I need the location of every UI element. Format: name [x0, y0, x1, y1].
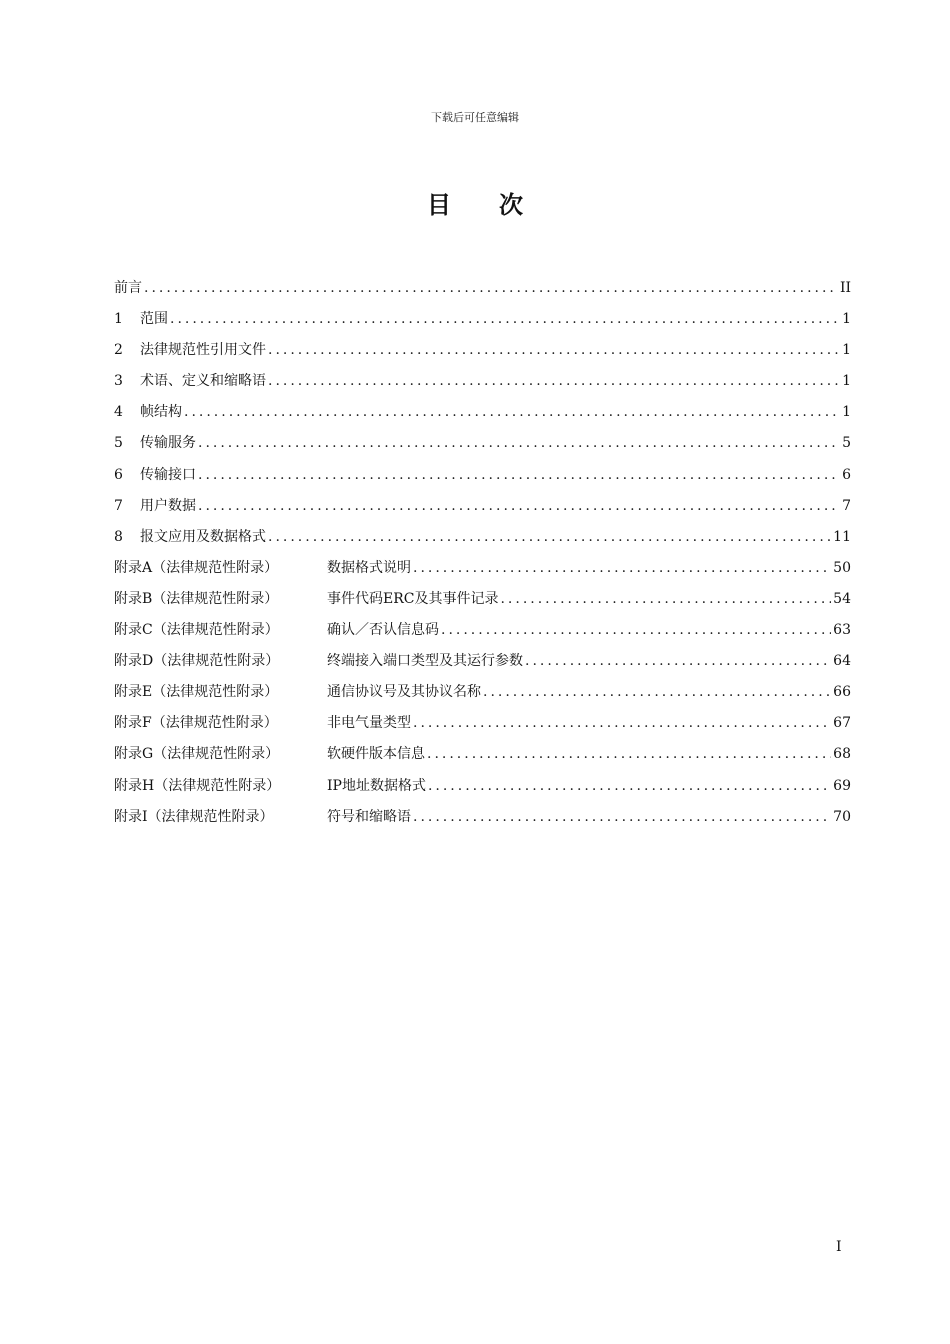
toc-dot-leader — [184, 399, 840, 425]
toc-entry-label: 终端接入端口类型及其运行参数 — [327, 653, 523, 670]
toc-entry-page: 54 — [833, 590, 851, 607]
toc-entry-appendix-prefix: 附录A（法律规范性附录） — [114, 559, 279, 576]
toc-entry-appendix-prefix: 附录I（法律规范性附录） — [114, 808, 274, 825]
toc-entry-page: 5 — [842, 435, 851, 452]
toc-entry[interactable] — [114, 555, 851, 586]
toc-entry-page: 63 — [833, 622, 851, 639]
toc-dot-leader — [144, 275, 838, 301]
toc-entry[interactable] — [114, 586, 851, 617]
toc-entry-label: IP地址数据格式 — [327, 777, 426, 794]
toc-entry-page: 6 — [842, 466, 851, 483]
toc-dot-leader — [198, 493, 840, 519]
toc-entry[interactable] — [114, 617, 851, 648]
toc-entry[interactable] — [114, 804, 851, 835]
header-note: 下载后可任意编辑 — [431, 111, 519, 124]
toc-entry-label: 软硬件版本信息 — [327, 746, 425, 763]
page-title-part2: 次 — [499, 191, 523, 219]
toc-entry-label: 范围 — [140, 311, 168, 328]
toc-entry-appendix-prefix: 附录D（法律规范性附录） — [114, 653, 280, 670]
toc-entry-number: 2 — [114, 342, 123, 359]
toc-entry-label: 确认／否认信息码 — [327, 622, 439, 639]
toc-dot-leader — [413, 710, 831, 736]
toc-entry-number: 3 — [114, 373, 123, 390]
toc-entry[interactable] — [114, 493, 851, 524]
toc-dot-leader — [525, 648, 831, 674]
toc-dot-leader — [413, 555, 831, 581]
toc-entry-label: 法律规范性引用文件 — [140, 342, 266, 359]
table-of-contents — [114, 275, 851, 835]
toc-entry-label: 报文应用及数据格式 — [140, 528, 266, 545]
toc-entry-page: 1 — [842, 342, 851, 359]
toc-entry-number: 7 — [114, 497, 123, 514]
toc-entry-page: 7 — [842, 497, 851, 514]
toc-entry-page: 1 — [842, 311, 851, 328]
page-number: I — [836, 1239, 842, 1255]
toc-dot-leader — [268, 337, 840, 363]
toc-entry-page: 68 — [833, 746, 851, 763]
toc-entry-label: 帧结构 — [140, 404, 182, 421]
toc-dot-leader — [268, 368, 840, 394]
toc-entry-page: II — [839, 280, 851, 296]
toc-entry-label: 符号和缩略语 — [327, 808, 411, 825]
toc-entry-label: 传输服务 — [140, 435, 196, 452]
toc-dot-leader — [428, 773, 831, 799]
toc-entry-page: 69 — [833, 777, 851, 794]
toc-entry-appendix-prefix: 附录H（法律规范性附录） — [114, 777, 281, 794]
page-title-part1: 目 — [427, 191, 451, 219]
toc-entry-page: 1 — [842, 404, 851, 421]
toc-dot-leader — [170, 306, 840, 332]
toc-entry-number: 6 — [114, 466, 123, 483]
toc-entry-appendix-prefix: 附录G（法律规范性附录） — [114, 746, 280, 763]
toc-entry-appendix-prefix: 附录B（法律规范性附录） — [114, 590, 279, 607]
toc-entry-page: 11 — [833, 528, 851, 545]
toc-entry-label: 非电气量类型 — [327, 715, 411, 732]
toc-entry-page: 1 — [842, 373, 851, 390]
toc-entry-label: 术语、定义和缩略语 — [140, 373, 266, 390]
toc-entry[interactable] — [114, 430, 851, 461]
toc-entry[interactable] — [114, 306, 851, 337]
toc-entry[interactable] — [114, 648, 851, 679]
toc-entry-number: 8 — [114, 528, 123, 545]
toc-entry-appendix-prefix: 附录E（法律规范性附录） — [114, 684, 279, 701]
toc-entry[interactable] — [114, 741, 851, 772]
toc-entry-page: 66 — [833, 684, 851, 701]
toc-dot-leader — [483, 679, 831, 705]
toc-entry-label: 用户数据 — [140, 497, 196, 514]
toc-entry[interactable] — [114, 399, 851, 430]
toc-entry-label: 通信协议号及其协议名称 — [327, 684, 481, 701]
toc-entry[interactable] — [114, 773, 851, 804]
toc-entry-number: 5 — [114, 435, 123, 452]
page-title — [0, 190, 950, 220]
toc-entry-page: 64 — [833, 653, 851, 670]
toc-entry[interactable] — [114, 524, 851, 555]
toc-entry[interactable] — [114, 337, 851, 368]
toc-entry[interactable] — [114, 275, 851, 306]
toc-entry-number: 1 — [114, 311, 123, 328]
toc-entry-page: 50 — [833, 559, 851, 576]
toc-entry-appendix-prefix: 附录C（法律规范性附录） — [114, 622, 279, 639]
toc-entry-appendix-prefix: 附录F（法律规范性附录） — [114, 715, 278, 732]
toc-entry[interactable] — [114, 462, 851, 493]
toc-dot-leader — [268, 524, 831, 550]
toc-dot-leader — [500, 586, 831, 612]
toc-dot-leader — [198, 462, 840, 488]
toc-entry-label: 传输接口 — [140, 466, 196, 483]
toc-dot-leader — [413, 804, 831, 830]
toc-entry[interactable] — [114, 710, 851, 741]
toc-dot-leader — [427, 741, 831, 767]
toc-entry-page: 67 — [833, 715, 851, 732]
toc-entry-label: 事件代码ERC及其事件记录 — [327, 590, 499, 607]
toc-entry-number: 4 — [114, 404, 123, 421]
toc-dot-leader — [441, 617, 831, 643]
toc-entry[interactable] — [114, 679, 851, 710]
toc-dot-leader — [198, 430, 840, 456]
toc-entry-label: 前言 — [114, 280, 142, 296]
toc-entry-page: 70 — [833, 808, 851, 825]
toc-entry-label: 数据格式说明 — [327, 559, 411, 576]
toc-entry[interactable] — [114, 368, 851, 399]
